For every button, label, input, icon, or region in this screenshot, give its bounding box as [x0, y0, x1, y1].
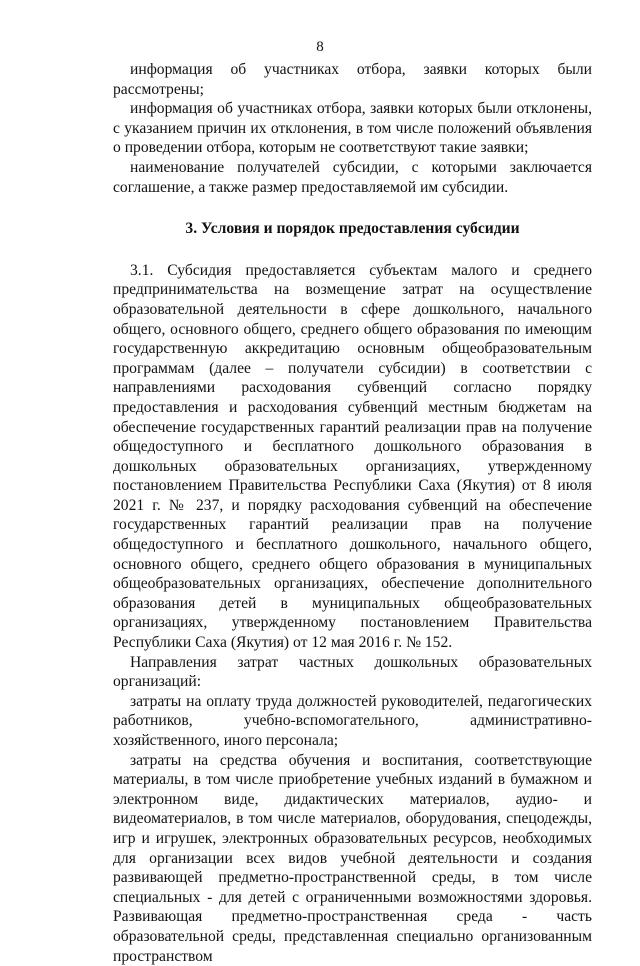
paragraph-reviewed-participants: информация об участниках отбора, заявки которых были рассмотрены; [113, 61, 592, 98]
page-number: 8 [316, 39, 324, 55]
paragraph-cost-directions: Направления затрат частных дошкольных образовательных организаций: [113, 653, 592, 691]
section-heading: 3. Условия и порядок предоставления субсидии [185, 220, 520, 238]
paragraph-labor-costs: затраты на оплату труда должностей руководителей, педагогических работников, учебно-вспомогательного, административно-хозяйственного, иного персонала; [113, 692, 592, 749]
paragraph-recipients: наименование получателей субсидии, с которыми заключается соглашение, а также размер предоставляемой им субсидии. [113, 158, 592, 196]
paragraph-rejected-participants: информация об участниках отбора, заявки которых были отклонены, с указанием причин их отклонения, в том числе положений объявления о проведении отбора, которым не соответствуют такие заявки; [113, 100, 592, 157]
paragraph-teaching-materials: затраты на средства обучения и воспитания, соответствующие материалы, в том числе приобретение учебных изданий в бумажном и электронном виде, дидактических материалов, аудио- и видеоматериалов, в том числе материалов, оборудования, спецодежды, игр и игрушек, электронных образовательных ресурсов, необходимых для организации всех видов учебной деятельности и создания развивающей предметно-пространственной среды, в том числе специальных - для детей с ограниченными возможностями здоровья. Развивающая предметно-пространственная среда - часть образовательной среды, представленная специально организованным пространством [113, 751, 592, 965]
page-content [113, 60, 592, 966]
paragraph-3-1: 3.1. Субсидия предоставляется субъектам малого и среднего предпринимательства на возмещение затрат на осуществление образовательной деятельности в сфере дошкольного, начального общего, основного общего, среднего общего образования по имеющим государственную аккредитацию основным общеобразовательным программам (далее – получатели субсидии) в соответствии с направлениями расходования субвенций согласно порядку предоставления и расходования субвенций местным бюджетам на обеспечение государственных гарантий реализации прав на получение общедоступного и бесплатного дошкольного образования в дошкольных образовательных организациях, утвержденному постановлением Правительства Республики Саха (Якутия) от 8 июля 2021 г. № 237, и порядку расходования субвенций на обеспечение государственных гарантий реализации прав на получение общедоступного и бесплатного дошкольного, начального общего, основного общего, среднего общего образования в муниципальных общеобразовательных организациях, обеспечение дополнительного образования детей в муниципальных общеобразовательных организациях, утвержденному постановлением Правительства Республики Саха (Якутия) от 12 мая 2016 г. № 152. [113, 261, 592, 652]
